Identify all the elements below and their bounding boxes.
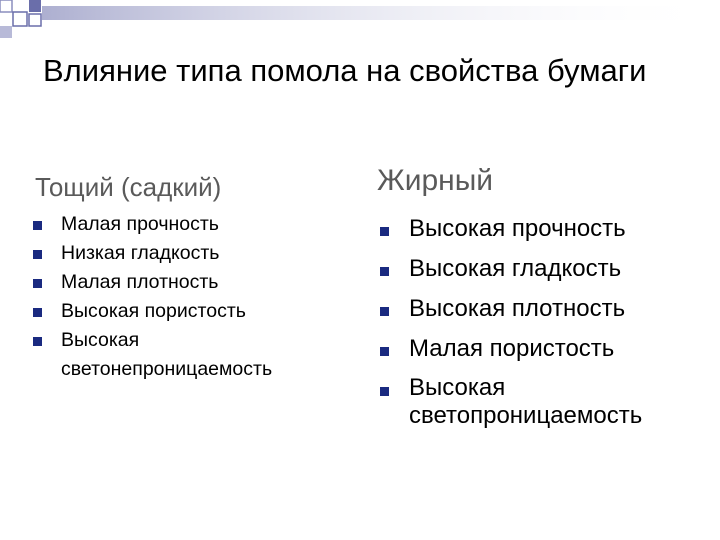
left-bullet-list — [33, 210, 353, 384]
slide-title: Влияние типа помола на свойства бумаги — [43, 53, 647, 88]
list-item — [33, 297, 353, 326]
list-item-text: Высокая прочность — [409, 215, 626, 242]
square-bullet-icon — [33, 337, 42, 346]
list-item — [33, 326, 291, 384]
list-item — [380, 294, 710, 324]
list-item-text: Малая пористость — [409, 335, 615, 362]
list-item-text: Малая прочность — [61, 213, 219, 235]
corner-decoration — [0, 0, 720, 40]
list-item-text: Высокая гладкость — [409, 255, 622, 282]
square-bullet-icon — [33, 250, 42, 259]
list-item-text: Высокая светонепроницаемость — [61, 329, 273, 380]
square-bullet-icon — [380, 267, 389, 276]
list-item — [33, 239, 353, 268]
list-item-text: Высокая пористость — [61, 300, 246, 322]
list-item — [33, 268, 353, 297]
list-item — [380, 334, 710, 364]
list-item-text: Высокая светопроницаемость — [409, 374, 643, 429]
right-column-heading: Жирный — [377, 164, 494, 197]
list-item-text: Малая плотность — [61, 271, 219, 293]
list-item — [380, 374, 649, 430]
square-bullet-icon — [33, 308, 42, 317]
list-item — [33, 210, 353, 239]
square-bullet-icon — [380, 387, 389, 396]
list-item — [380, 254, 710, 284]
square-bullet-icon — [33, 221, 42, 230]
square-bullet-icon — [380, 227, 389, 236]
left-column-heading: Тощий (садкий) — [35, 172, 222, 202]
right-bullet-list — [380, 214, 710, 440]
list-item-text: Низкая гладкость — [61, 242, 220, 264]
square-bullet-icon — [33, 279, 42, 288]
square-bullet-icon — [380, 347, 389, 356]
list-item — [380, 214, 710, 244]
list-item-text: Высокая плотность — [409, 295, 626, 322]
square-bullet-icon — [380, 307, 389, 316]
